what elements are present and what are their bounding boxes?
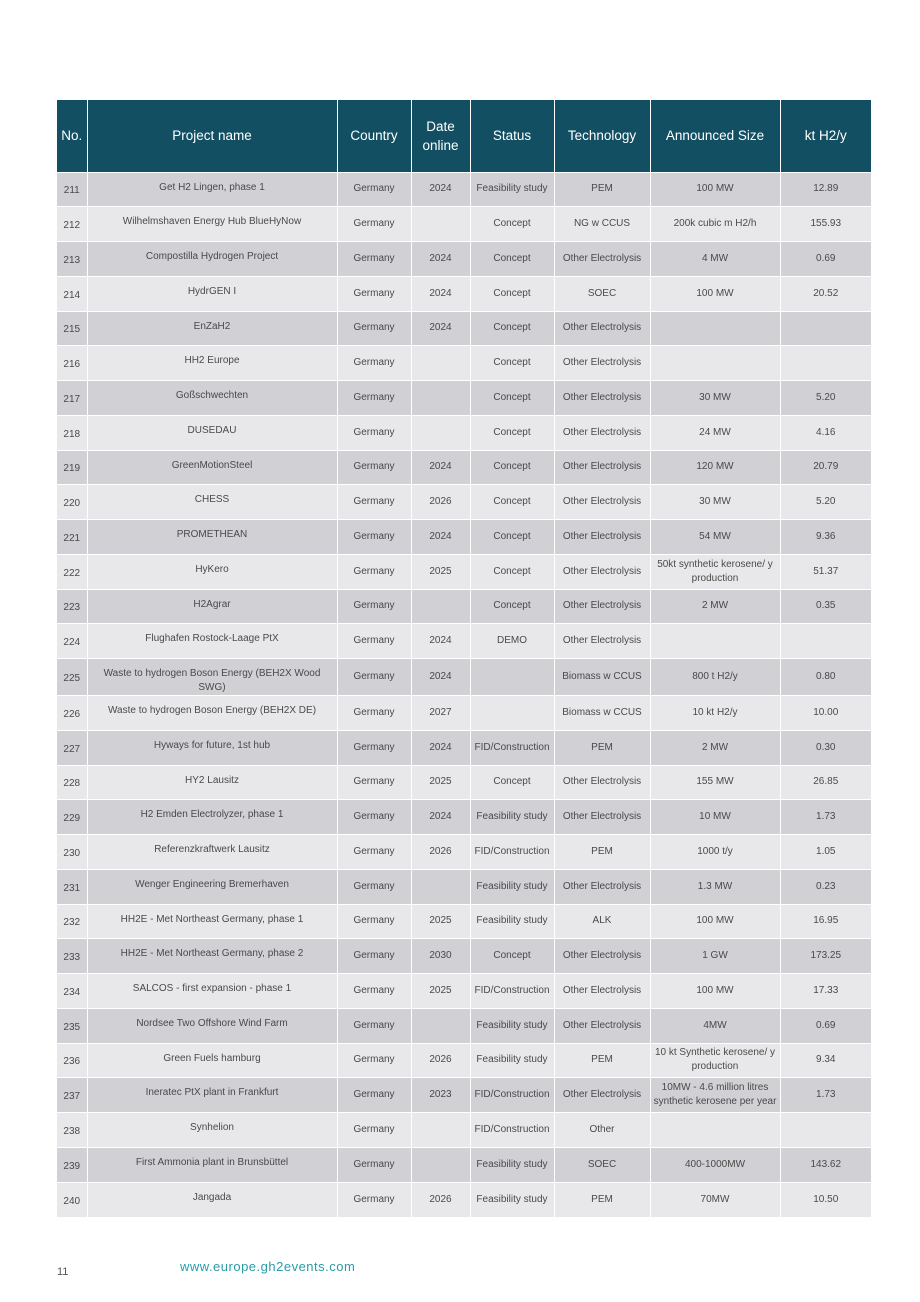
cell-announced-size bbox=[650, 624, 780, 659]
cell-project-name: Hyways for future, 1st hub bbox=[87, 730, 337, 765]
cell-no: 212 bbox=[57, 207, 87, 242]
cell-kt-h2-y: 51.37 bbox=[780, 554, 871, 589]
cell-no: 226 bbox=[57, 696, 87, 731]
table-row bbox=[57, 1043, 871, 1078]
table-row bbox=[57, 730, 871, 765]
table-row bbox=[57, 485, 871, 520]
cell-no: 213 bbox=[57, 242, 87, 277]
cell-date-online: 2024 bbox=[411, 450, 470, 485]
cell-country: Germany bbox=[337, 172, 411, 207]
cell-technology: SOEC bbox=[554, 276, 650, 311]
cell-country: Germany bbox=[337, 589, 411, 624]
cell-status: Concept bbox=[470, 415, 554, 450]
cell-status: Concept bbox=[470, 311, 554, 346]
header-technology: Technology bbox=[554, 100, 650, 172]
cell-announced-size: 30 MW bbox=[650, 381, 780, 416]
cell-date-online: 2024 bbox=[411, 730, 470, 765]
cell-project-name: Waste to hydrogen Boson Energy (BEH2X DE) bbox=[87, 696, 337, 731]
cell-project-name: HydrGEN I bbox=[87, 276, 337, 311]
cell-status: Feasibility study bbox=[470, 1182, 554, 1217]
cell-announced-size: 100 MW bbox=[650, 904, 780, 939]
table-row bbox=[57, 415, 871, 450]
table-row bbox=[57, 696, 871, 731]
cell-status bbox=[470, 696, 554, 731]
cell-project-name: SALCOS - first expansion - phase 1 bbox=[87, 974, 337, 1009]
cell-date-online: 2026 bbox=[411, 1043, 470, 1078]
cell-kt-h2-y bbox=[780, 1113, 871, 1148]
table-row bbox=[57, 624, 871, 659]
cell-technology: Other Electrolysis bbox=[554, 242, 650, 277]
cell-project-name: HH2E - Met Northeast Germany, phase 2 bbox=[87, 939, 337, 974]
cell-date-online bbox=[411, 415, 470, 450]
cell-kt-h2-y: 10.00 bbox=[780, 696, 871, 731]
cell-no: 239 bbox=[57, 1147, 87, 1182]
cell-announced-size: 2 MW bbox=[650, 730, 780, 765]
header-project-name: Project name bbox=[87, 100, 337, 172]
cell-kt-h2-y: 5.20 bbox=[780, 485, 871, 520]
cell-no: 238 bbox=[57, 1113, 87, 1148]
cell-announced-size: 24 MW bbox=[650, 415, 780, 450]
cell-technology: SOEC bbox=[554, 1147, 650, 1182]
cell-project-name: CHESS bbox=[87, 485, 337, 520]
cell-announced-size: 120 MW bbox=[650, 450, 780, 485]
cell-project-name: Nordsee Two Offshore Wind Farm bbox=[87, 1008, 337, 1043]
cell-country: Germany bbox=[337, 765, 411, 800]
cell-project-name: Flughafen Rostock-Laage PtX bbox=[87, 624, 337, 659]
table-row bbox=[57, 1182, 871, 1217]
cell-status: Feasibility study bbox=[470, 800, 554, 835]
cell-kt-h2-y: 0.80 bbox=[780, 659, 871, 696]
cell-no: 215 bbox=[57, 311, 87, 346]
cell-project-name: H2Agrar bbox=[87, 589, 337, 624]
cell-date-online: 2024 bbox=[411, 276, 470, 311]
cell-kt-h2-y: 0.35 bbox=[780, 589, 871, 624]
cell-kt-h2-y bbox=[780, 346, 871, 381]
cell-kt-h2-y bbox=[780, 624, 871, 659]
cell-technology: PEM bbox=[554, 1043, 650, 1078]
cell-technology: Other Electrolysis bbox=[554, 415, 650, 450]
cell-date-online: 2026 bbox=[411, 835, 470, 870]
cell-announced-size: 1000 t/y bbox=[650, 835, 780, 870]
cell-status: Concept bbox=[470, 939, 554, 974]
table-row bbox=[57, 1147, 871, 1182]
cell-kt-h2-y: 155.93 bbox=[780, 207, 871, 242]
projects-table bbox=[57, 100, 871, 1217]
table-row bbox=[57, 276, 871, 311]
cell-project-name: PROMETHEAN bbox=[87, 520, 337, 555]
cell-status: Concept bbox=[470, 554, 554, 589]
cell-technology: PEM bbox=[554, 835, 650, 870]
table-row bbox=[57, 311, 871, 346]
cell-project-name: H2 Emden Electrolyzer, phase 1 bbox=[87, 800, 337, 835]
cell-project-name: Ineratec PtX plant in Frankfurt bbox=[87, 1078, 337, 1113]
cell-country: Germany bbox=[337, 1182, 411, 1217]
cell-project-name: Jangada bbox=[87, 1182, 337, 1217]
cell-country: Germany bbox=[337, 835, 411, 870]
cell-technology: Other Electrolysis bbox=[554, 346, 650, 381]
cell-no: 214 bbox=[57, 276, 87, 311]
cell-status bbox=[470, 659, 554, 696]
table-row bbox=[57, 765, 871, 800]
cell-no: 218 bbox=[57, 415, 87, 450]
cell-technology: NG w CCUS bbox=[554, 207, 650, 242]
table-header bbox=[57, 100, 871, 172]
table-row bbox=[57, 381, 871, 416]
page-number: 11 bbox=[57, 1266, 69, 1278]
cell-announced-size: 30 MW bbox=[650, 485, 780, 520]
cell-no: 224 bbox=[57, 624, 87, 659]
cell-status: Concept bbox=[470, 346, 554, 381]
cell-date-online: 2030 bbox=[411, 939, 470, 974]
cell-country: Germany bbox=[337, 381, 411, 416]
cell-announced-size: 70MW bbox=[650, 1182, 780, 1217]
cell-kt-h2-y: 5.20 bbox=[780, 381, 871, 416]
cell-kt-h2-y: 17.33 bbox=[780, 974, 871, 1009]
cell-no: 225 bbox=[57, 659, 87, 696]
cell-announced-size: 100 MW bbox=[650, 276, 780, 311]
cell-country: Germany bbox=[337, 415, 411, 450]
table-row bbox=[57, 1113, 871, 1148]
table-row bbox=[57, 939, 871, 974]
cell-kt-h2-y: 1.73 bbox=[780, 1078, 871, 1113]
cell-technology: PEM bbox=[554, 172, 650, 207]
cell-project-name: GreenMotionSteel bbox=[87, 450, 337, 485]
cell-date-online bbox=[411, 869, 470, 904]
table-row bbox=[57, 904, 871, 939]
table-row bbox=[57, 207, 871, 242]
cell-country: Germany bbox=[337, 485, 411, 520]
table-row bbox=[57, 835, 871, 870]
cell-technology: Other bbox=[554, 1113, 650, 1148]
table-row bbox=[57, 554, 871, 589]
cell-project-name: First Ammonia plant in Brunsbüttel bbox=[87, 1147, 337, 1182]
cell-country: Germany bbox=[337, 207, 411, 242]
cell-kt-h2-y: 16.95 bbox=[780, 904, 871, 939]
cell-kt-h2-y: 4.16 bbox=[780, 415, 871, 450]
cell-status: Feasibility study bbox=[470, 904, 554, 939]
cell-date-online bbox=[411, 1008, 470, 1043]
cell-project-name: Get H2 Lingen, phase 1 bbox=[87, 172, 337, 207]
cell-announced-size: 1.3 MW bbox=[650, 869, 780, 904]
cell-date-online bbox=[411, 346, 470, 381]
cell-date-online: 2024 bbox=[411, 242, 470, 277]
cell-announced-size: 10 MW bbox=[650, 800, 780, 835]
cell-kt-h2-y: 173.25 bbox=[780, 939, 871, 974]
cell-date-online: 2025 bbox=[411, 974, 470, 1009]
cell-project-name: Synhelion bbox=[87, 1113, 337, 1148]
cell-kt-h2-y: 1.73 bbox=[780, 800, 871, 835]
header-row bbox=[57, 100, 871, 172]
cell-kt-h2-y: 12.89 bbox=[780, 172, 871, 207]
cell-status: Feasibility study bbox=[470, 1043, 554, 1078]
cell-status: Concept bbox=[470, 381, 554, 416]
table-row bbox=[57, 520, 871, 555]
cell-technology: PEM bbox=[554, 730, 650, 765]
table-body bbox=[57, 172, 871, 1217]
cell-date-online: 2024 bbox=[411, 624, 470, 659]
cell-date-online: 2024 bbox=[411, 311, 470, 346]
cell-country: Germany bbox=[337, 904, 411, 939]
cell-technology: Other Electrolysis bbox=[554, 1008, 650, 1043]
cell-status: Concept bbox=[470, 485, 554, 520]
cell-status: FID/Construction bbox=[470, 974, 554, 1009]
cell-no: 240 bbox=[57, 1182, 87, 1217]
cell-technology: Other Electrolysis bbox=[554, 520, 650, 555]
cell-announced-size: 100 MW bbox=[650, 172, 780, 207]
table-row bbox=[57, 800, 871, 835]
cell-technology: Biomass w CCUS bbox=[554, 659, 650, 696]
cell-date-online bbox=[411, 589, 470, 624]
cell-kt-h2-y: 9.34 bbox=[780, 1043, 871, 1078]
cell-date-online: 2024 bbox=[411, 659, 470, 696]
cell-announced-size: 4MW bbox=[650, 1008, 780, 1043]
table-row bbox=[57, 172, 871, 207]
cell-no: 219 bbox=[57, 450, 87, 485]
cell-announced-size: 100 MW bbox=[650, 974, 780, 1009]
cell-kt-h2-y: 143.62 bbox=[780, 1147, 871, 1182]
header-date-online: Date online bbox=[411, 100, 470, 172]
cell-project-name: EnZaH2 bbox=[87, 311, 337, 346]
cell-status: Concept bbox=[470, 207, 554, 242]
cell-project-name: Wenger Engineering Bremerhaven bbox=[87, 869, 337, 904]
cell-no: 228 bbox=[57, 765, 87, 800]
cell-announced-size: 2 MW bbox=[650, 589, 780, 624]
cell-status: Concept bbox=[470, 589, 554, 624]
cell-date-online bbox=[411, 381, 470, 416]
cell-country: Germany bbox=[337, 311, 411, 346]
cell-announced-size: 4 MW bbox=[650, 242, 780, 277]
cell-status: FID/Construction bbox=[470, 1113, 554, 1148]
cell-technology: Other Electrolysis bbox=[554, 1078, 650, 1113]
cell-technology: Other Electrolysis bbox=[554, 974, 650, 1009]
cell-country: Germany bbox=[337, 1043, 411, 1078]
cell-status: Concept bbox=[470, 450, 554, 485]
cell-date-online: 2025 bbox=[411, 554, 470, 589]
cell-status: FID/Construction bbox=[470, 730, 554, 765]
cell-date-online: 2027 bbox=[411, 696, 470, 731]
cell-date-online: 2025 bbox=[411, 904, 470, 939]
cell-project-name: DUSEDAU bbox=[87, 415, 337, 450]
table-row bbox=[57, 974, 871, 1009]
cell-country: Germany bbox=[337, 800, 411, 835]
cell-no: 220 bbox=[57, 485, 87, 520]
table-row bbox=[57, 242, 871, 277]
cell-technology: Other Electrolysis bbox=[554, 381, 650, 416]
cell-announced-size: 10MW - 4.6 million litres synthetic kerosene per year bbox=[650, 1078, 780, 1113]
cell-project-name: HyKero bbox=[87, 554, 337, 589]
cell-technology: Other Electrolysis bbox=[554, 554, 650, 589]
cell-country: Germany bbox=[337, 1078, 411, 1113]
cell-country: Germany bbox=[337, 554, 411, 589]
cell-kt-h2-y: 10.50 bbox=[780, 1182, 871, 1217]
cell-country: Germany bbox=[337, 242, 411, 277]
cell-kt-h2-y: 1.05 bbox=[780, 835, 871, 870]
cell-country: Germany bbox=[337, 624, 411, 659]
cell-announced-size: 155 MW bbox=[650, 765, 780, 800]
cell-technology: Biomass w CCUS bbox=[554, 696, 650, 731]
table-row bbox=[57, 450, 871, 485]
cell-no: 233 bbox=[57, 939, 87, 974]
cell-kt-h2-y: 0.69 bbox=[780, 242, 871, 277]
cell-project-name: HY2 Lausitz bbox=[87, 765, 337, 800]
cell-announced-size: 54 MW bbox=[650, 520, 780, 555]
cell-technology: Other Electrolysis bbox=[554, 624, 650, 659]
cell-announced-size: 200k cubic m H2/h bbox=[650, 207, 780, 242]
cell-date-online: 2023 bbox=[411, 1078, 470, 1113]
cell-no: 221 bbox=[57, 520, 87, 555]
cell-status: Feasibility study bbox=[470, 1147, 554, 1182]
cell-no: 237 bbox=[57, 1078, 87, 1113]
cell-announced-size: 10 kt H2/y bbox=[650, 696, 780, 731]
cell-status: Concept bbox=[470, 520, 554, 555]
cell-no: 236 bbox=[57, 1043, 87, 1078]
cell-no: 231 bbox=[57, 869, 87, 904]
cell-announced-size bbox=[650, 1113, 780, 1148]
header-status: Status bbox=[470, 100, 554, 172]
cell-kt-h2-y bbox=[780, 311, 871, 346]
cell-status: Feasibility study bbox=[470, 869, 554, 904]
cell-date-online: 2024 bbox=[411, 520, 470, 555]
cell-no: 216 bbox=[57, 346, 87, 381]
cell-status: DEMO bbox=[470, 624, 554, 659]
cell-status: Feasibility study bbox=[470, 172, 554, 207]
cell-status: Concept bbox=[470, 765, 554, 800]
cell-project-name: Compostilla Hydrogen Project bbox=[87, 242, 337, 277]
table-row bbox=[57, 869, 871, 904]
cell-date-online: 2026 bbox=[411, 485, 470, 520]
table-row bbox=[57, 589, 871, 624]
cell-status: FID/Construction bbox=[470, 1078, 554, 1113]
cell-project-name: HH2E - Met Northeast Germany, phase 1 bbox=[87, 904, 337, 939]
cell-kt-h2-y: 0.69 bbox=[780, 1008, 871, 1043]
cell-country: Germany bbox=[337, 1113, 411, 1148]
table-row bbox=[57, 1008, 871, 1043]
cell-technology: Other Electrolysis bbox=[554, 939, 650, 974]
cell-no: 232 bbox=[57, 904, 87, 939]
cell-date-online bbox=[411, 207, 470, 242]
cell-announced-size: 1 GW bbox=[650, 939, 780, 974]
cell-announced-size: 50kt synthetic kerosene/ y production bbox=[650, 554, 780, 589]
website-link[interactable]: www.europe.gh2events.com bbox=[180, 1259, 356, 1274]
cell-country: Germany bbox=[337, 450, 411, 485]
cell-kt-h2-y: 9.36 bbox=[780, 520, 871, 555]
cell-technology: Other Electrolysis bbox=[554, 800, 650, 835]
cell-no: 217 bbox=[57, 381, 87, 416]
cell-project-name: Goßschwechten bbox=[87, 381, 337, 416]
cell-country: Germany bbox=[337, 520, 411, 555]
cell-country: Germany bbox=[337, 696, 411, 731]
cell-kt-h2-y: 0.30 bbox=[780, 730, 871, 765]
cell-status: Concept bbox=[470, 242, 554, 277]
table-row bbox=[57, 346, 871, 381]
cell-date-online bbox=[411, 1113, 470, 1148]
cell-kt-h2-y: 20.79 bbox=[780, 450, 871, 485]
cell-date-online: 2024 bbox=[411, 172, 470, 207]
cell-status: FID/Construction bbox=[470, 835, 554, 870]
cell-country: Germany bbox=[337, 1147, 411, 1182]
cell-country: Germany bbox=[337, 974, 411, 1009]
cell-date-online bbox=[411, 1147, 470, 1182]
header-no: No. bbox=[57, 100, 87, 172]
cell-status: Concept bbox=[470, 276, 554, 311]
cell-no: 234 bbox=[57, 974, 87, 1009]
cell-no: 211 bbox=[57, 172, 87, 207]
table-row bbox=[57, 1078, 871, 1113]
header-kt-h2-y: kt H2/y bbox=[780, 100, 871, 172]
cell-technology: PEM bbox=[554, 1182, 650, 1217]
header-announced-size: Announced Size bbox=[650, 100, 780, 172]
cell-country: Germany bbox=[337, 730, 411, 765]
cell-technology: Other Electrolysis bbox=[554, 450, 650, 485]
cell-country: Germany bbox=[337, 276, 411, 311]
cell-country: Germany bbox=[337, 869, 411, 904]
cell-date-online: 2026 bbox=[411, 1182, 470, 1217]
cell-status: Feasibility study bbox=[470, 1008, 554, 1043]
cell-project-name: HH2 Europe bbox=[87, 346, 337, 381]
cell-announced-size: 10 kt Synthetic kerosene/ y production bbox=[650, 1043, 780, 1078]
cell-no: 235 bbox=[57, 1008, 87, 1043]
cell-no: 223 bbox=[57, 589, 87, 624]
cell-country: Germany bbox=[337, 659, 411, 696]
cell-announced-size: 400-1000MW bbox=[650, 1147, 780, 1182]
cell-date-online: 2025 bbox=[411, 765, 470, 800]
cell-announced-size: 800 t H2/y bbox=[650, 659, 780, 696]
cell-technology: Other Electrolysis bbox=[554, 485, 650, 520]
cell-kt-h2-y: 20.52 bbox=[780, 276, 871, 311]
cell-technology: Other Electrolysis bbox=[554, 765, 650, 800]
cell-kt-h2-y: 0.23 bbox=[780, 869, 871, 904]
header-country: Country bbox=[337, 100, 411, 172]
cell-no: 227 bbox=[57, 730, 87, 765]
cell-project-name: Referenzkraftwerk Lausitz bbox=[87, 835, 337, 870]
cell-announced-size bbox=[650, 346, 780, 381]
cell-country: Germany bbox=[337, 346, 411, 381]
cell-kt-h2-y: 26.85 bbox=[780, 765, 871, 800]
cell-country: Germany bbox=[337, 1008, 411, 1043]
table-row bbox=[57, 659, 871, 696]
cell-announced-size bbox=[650, 311, 780, 346]
cell-technology: Other Electrolysis bbox=[554, 589, 650, 624]
cell-country: Germany bbox=[337, 939, 411, 974]
cell-no: 222 bbox=[57, 554, 87, 589]
cell-project-name: Waste to hydrogen Boson Energy (BEH2X Wood SWG) bbox=[87, 659, 337, 696]
cell-project-name: Wilhelmshaven Energy Hub BlueHyNow bbox=[87, 207, 337, 242]
cell-date-online: 2024 bbox=[411, 800, 470, 835]
cell-no: 229 bbox=[57, 800, 87, 835]
cell-technology: ALK bbox=[554, 904, 650, 939]
cell-technology: Other Electrolysis bbox=[554, 869, 650, 904]
cell-no: 230 bbox=[57, 835, 87, 870]
cell-technology: Other Electrolysis bbox=[554, 311, 650, 346]
cell-project-name: Green Fuels hamburg bbox=[87, 1043, 337, 1078]
